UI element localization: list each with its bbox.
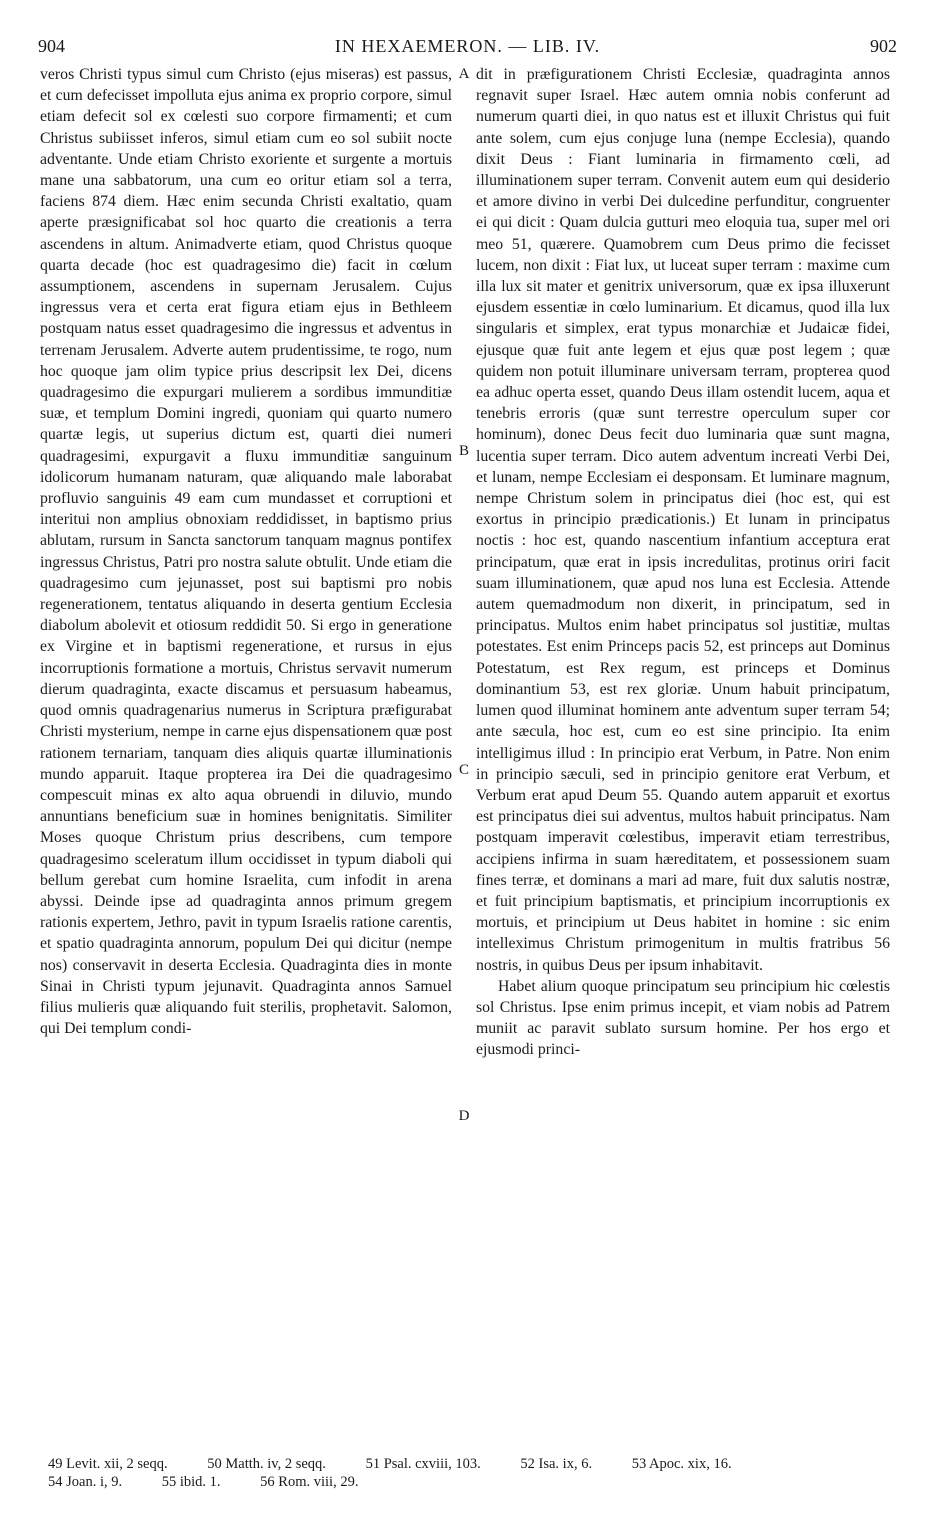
- footnote: 52 Isa. ix, 6.: [520, 1456, 593, 1472]
- right-paragraph-2: Habet alium quoque principatum seu principium hic cœlestis sol Christus. Ipse enim primus incepit, et viam nobis ad Patrem muniit ac paravit sublato sursum homine. Per hos ergo et ejusmodi princi-: [476, 977, 890, 1059]
- footnote: 53 Apoc. xix, 16.: [631, 1456, 732, 1472]
- margin-marker-a: A: [458, 66, 470, 82]
- right-column: [476, 64, 890, 1061]
- page-number-left: 904: [38, 36, 65, 56]
- footnote: 54 Joan. i, 9.: [48, 1474, 123, 1490]
- running-title: IN HEXAEMERON. — LIB. IV.: [334, 36, 601, 56]
- page-number-right: 902: [870, 36, 897, 56]
- footnote-line-1: [48, 1455, 867, 1473]
- left-column: [40, 64, 452, 1039]
- left-paragraph: veros Christi typus simul cum Christo (ejus miseras) est passus, et cum defecisset impolluta ejus anima ex proprio corpore, simul etiam defecit sol ex cœlesti suo corpore firmamenti; et cum Christus subiisset inferos, simul etiam cum eo sol subiit nocte adventante. Unde etiam Christo exoriente et surgente a mortuis mane una sabbatorum, una cum eo oritur etiam sol a terra, faciens 874 diem. Hæc enim secunda Christi exaltatio, quam aperte præsignificabat sol hoc quarto die creationis a terra ascendens in altum. Animadverte etiam, quod Christus quoque quarta decade (hoc est quadragesimo die) facit in cœlum assumptionem, ascendens in supernam Jerusalem. Cujus ingressus vera et certa erat figura etiam ejus in Bethleem postquam natus esset quadragesimo die ingressus et adventus in terrenam Jerusalem. Adverte autem prudentissime, te rogo, num hoc quoque jam olim typice prius descripsit lex Dei, dicens quadragesimo die expurgari mulierem a sordibus immunditiæ suæ, et templum Domini ingredi, quoniam qui quarto numero quartæ legis, ut superius dictum est, quarti diei numeri quadragesimi, expurgavit a fluxu immunditiæ sanguinum idolicorum humanam naturam, quæ aliquando male laborabat profluvio sanguinis 49 eam cum mundasset et corruptioni et interitui non amplius obnoxiam reddidisset, in baptismo prius ablutam, rursum in Sancta sanctorum tanquam magnus pontifex ingressus Christus, Patri pro nostra salute obtulit. Unde etiam die quadragesimo cum jejunasset, post sui baptismi pro nobis regenerationem, tentatus aliquando in deserta gentium Ecclesia diabolum abolevit et otiosum reddidit 50. Si ergo in generatione ex Virgine et in baptismi regeneratione, et rursus in ejus incorruptionis formatione a mortuis, Christus servavit numerum dierum quadraginta, exacte discamus et persuasum habeamus, quod omnis quadragenarius numerus in Scriptura præfigurabat Christi mysterium, nempe in carne ejus dispensationem quæ post rationem ternariam, tanquam dies aliquis quartæ illuminationis mundo apparuit. Itaque propterea ira Dei die quadragesimo compescuit minas ex alto aqua obruendi in diluvio, mundo annuntians beneficium suæ in homines benignitatis. Similiter Moses quoque Christum prius describens, cum tempore quadragesimo sceleratum illum occidisset in typum diaboli qui bellum gerebat cum homine Israelita, cum infodit in arena abyssi. Deinde ipse ad quadraginta annos primum gregem rationis expertem, Jethro, pavit in typum Israelis ratione carentis, et spatio quadraginta annorum, populum Dei qui dicitur (nempe nos) conservavit in deserta Ecclesia. Quadraginta dies in monte Sinai in Christi typum jejunavit. Quadraginta annos Samuel filius mulieris quæ aliquando fuit sterilis, prophetavit. Salomon, qui Dei templum condi-: [40, 66, 452, 1038]
- footnotes: [48, 1455, 867, 1491]
- margin-marker-d: D: [458, 1108, 470, 1124]
- page-header: [38, 36, 897, 60]
- footnote: 49 Levit. xii, 2 seqq.: [48, 1456, 168, 1472]
- footnote: 56 Rom. viii, 29.: [260, 1474, 359, 1490]
- footnote-line-2: [48, 1473, 867, 1491]
- margin-marker-c: C: [458, 762, 469, 778]
- footnote: 55 ibid. 1.: [161, 1474, 221, 1490]
- right-paragraph-1: dit in præfigurationem Christi Ecclesiæ, quadraginta annos regnavit super Israel. Hæc autem omnia nobis conferunt ad numerum quarti diei, in quo natus est et illuxit Christus qui fuit ante solem, cum ejus conjuge luna (nempe Ecclesia), quando dixit Deus : Fiant luminaria in firmamento cœli, ad illuminationem super terram. Convenit autem eum qui desiderio et amore divino in verbi Dei dulcedine perfunditur, congruenter ei qui dicit : Quam dulcia gutturi meo eloquia tua, super mel ori meo 51, quærere. Quamobrem cum Deus primo die fecisset lucem, non dixit : Fiat lux, ut luceat super terram : maxime cum illa lux sit mater et genitrix universorum, quæ ex ipsa illuxerunt ejusdem essentiæ in cœlo luminarium. Et dicamus, quod illa lux singularis et simplex, erat typus monarchiæ et Judaicæ fidei, ejusque quæ fuit ante legem et ejus quæ post legem ; quæ quidem non potuit illuminare universam terram, propterea quod ea adhuc operta esset, quando Deus illam ostendit lucem, aqua et tenebris erroris (quæ sunt terrestre operculum super cor hominum), donec Deus fecit duo luminaria quæ sunt magna, lucentia super terram. Dico autem adventum increati Verbi Dei, et lunam, nempe Ecclesiam ei desponsam. Et luminare magnum, nempe Christum solem in principatus diei (hoc est, qui est exortus in principio prædicationis.) Et lunam in principatus noctis : hoc est, quando nascentium infantium acceptura erat principatum, quæ erat in ipsis incredulitas, protinus oriri facit suam illuminationem, quæ apud nos luna est Ecclesia. Attende autem quemadmodum non dixerit, in principatum, sed in principatus. Multos enim habet principatus sol justitiæ, multas potestates. Est enim Princeps pacis 52, est princeps aut Dominus Potestatum, est Rex regum, est princeps et Dominus dominantium 53, est rex gloriæ. Unum habuit principatum, lumen quod illuminat hominem ante adventum super terram 54; ante sæcula, hoc est, cum eo est sine principio. Ita enim intelligimus illud : In principio erat Verbum, in Patre. Non enim in principio sæculi, sed in principio genitore erat Verbum, et Verbum erat apud Deum 55. Quando autem apparuit et exortus est principatus diei sui adventus, multos habuit principatus. Nam postquam imperavit cœlestibus, imperavit etiam terrestribus, accipiens infirma in suam hæreditatem, et possessionem suam fines terræ, et dominans a mari ad mare, fuit dux salutis nostræ, et fuit principium baptismatis, et principium incorruptionis ex mortuis, et principium ut Deus habitet in homine : sic enim intelleximus Christum primogenitum in multis fratribus 56 nostris, in quibus Deus per ipsum inhabitavit.: [476, 66, 890, 974]
- footnote: 50 Matth. iv, 2 seqq.: [207, 1456, 326, 1472]
- footnote: 51 Psal. cxviii, 103.: [365, 1456, 481, 1472]
- margin-marker-b: B: [458, 443, 469, 459]
